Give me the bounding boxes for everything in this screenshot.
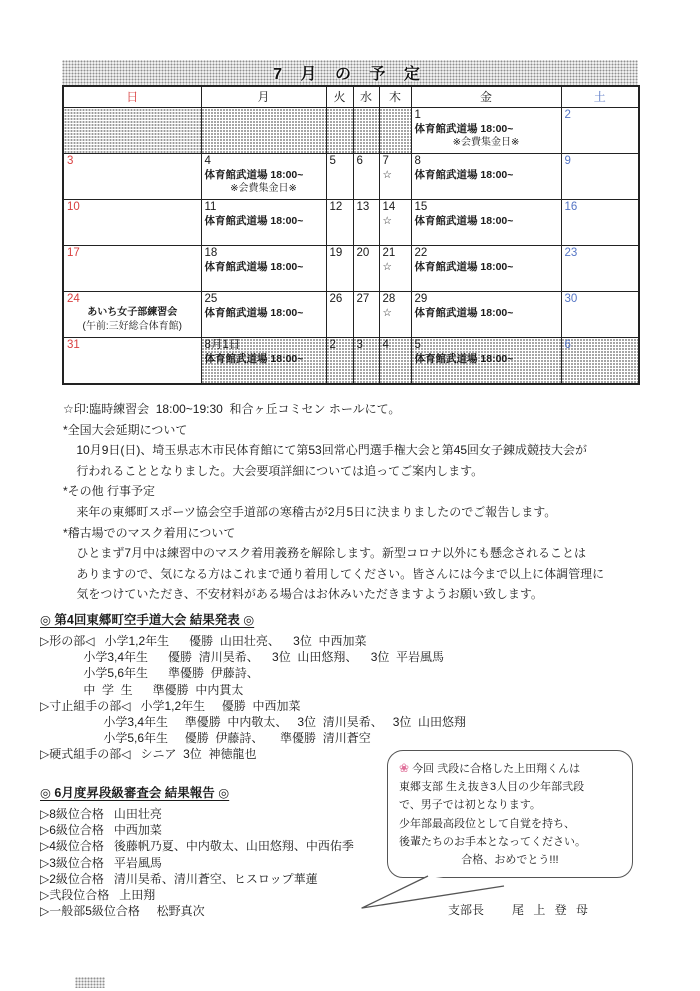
calendar-table (62, 85, 640, 385)
calendar-cell (201, 154, 326, 200)
event-text: 体育館武道場 18:00~ (204, 215, 304, 227)
calendar-title-bar (62, 60, 638, 85)
day-number: 27 (356, 293, 370, 305)
bubble-line: 後輩たちのお手本となってください。 (399, 835, 586, 848)
page-title: 7 月 の 予 定 (273, 66, 427, 83)
result-line: ▷寸止組手の部◁ 小学1,2年生 優勝 中西加菜 (40, 698, 301, 713)
star-mark: ☆ (382, 215, 392, 227)
event-text: 体育館武道場 18:00~ (204, 169, 304, 181)
exam-results-heading: ◎ 6月度昇段級審査会 結果報告 ◎ (40, 786, 230, 800)
note-line: 気をつけていただき、不安材料がある場合はお休みいただきますようお願い致します。 (63, 587, 543, 602)
result-line: ▷2級位合格 清川昊希、清川蒼空、ヒスロップ華蓮 (40, 871, 318, 886)
weekday-thu: 木 (379, 86, 411, 108)
day-number: 5 (414, 339, 421, 351)
flower-icon: ❀ (399, 761, 410, 775)
calendar-cell (379, 154, 411, 200)
event-text: 体育館武道場 18:00~ (414, 215, 514, 227)
day-number: 17 (67, 247, 80, 259)
event-text: 体育館武道場 18:00~ (414, 261, 514, 273)
calendar-cell (353, 200, 379, 246)
day-number: 5 (329, 155, 336, 167)
note-line: *全国大会延期について (63, 422, 188, 437)
calendar-cell (561, 338, 639, 384)
note-line: 行われることとなりました。大会要項詳細については追ってご案内します。 (63, 463, 484, 478)
day-number: 10 (67, 201, 80, 213)
calendar-week-row (63, 200, 639, 246)
weekday-fri: 金 (411, 86, 561, 108)
notes-block (63, 399, 663, 605)
signature-name: 尾 上 登 母 (512, 903, 592, 917)
calendar-cell (326, 154, 353, 200)
result-line: ▷3級位合格 平岩風馬 (40, 855, 162, 870)
bubble-line: 東郷支部 生え抜き3人目の少年部弐段 (399, 781, 585, 794)
day-number: 2 (329, 339, 336, 351)
calendar-cell (353, 338, 379, 384)
calendar-cell (63, 108, 201, 154)
event-text: 体育館武道場 18:00~ (414, 353, 514, 365)
day-number: 4 (204, 155, 211, 167)
event-note: (午前:三好総合体育館) (82, 321, 182, 332)
calendar-week-row (63, 246, 639, 292)
event-text: 体育館武道場 18:00~ (414, 169, 514, 181)
day-number: 18 (204, 247, 218, 259)
day-number: 31 (67, 339, 80, 351)
weekday-mon: 月 (201, 86, 326, 108)
day-number: 1 (414, 109, 421, 121)
bubble-tail (358, 874, 508, 912)
weekday-tue: 火 (326, 86, 353, 108)
result-line: ▷形の部◁ 小学1,2年生 優勝 山田壮亮、 3位 中西加菜 (40, 634, 367, 648)
day-number: 15 (414, 201, 428, 213)
star-mark: ☆ (382, 169, 392, 181)
event-text: あいち女子部練習会 (87, 307, 178, 318)
calendar-cell (561, 200, 639, 246)
note-line: ひとまず7月中は練習中のマスク着用義務を解除します。新型コロナ以外にも懸念されることは (63, 546, 587, 561)
bubble-line: 少年部最高段位として自覚を持ち、 (399, 817, 575, 830)
note-line: ありますので、気になる方はこれまで通り着用してください。皆さんには今まで以上に体調管理に (63, 566, 605, 581)
calendar-week-row (63, 292, 639, 338)
day-number: 8月1日 (204, 339, 241, 351)
bubble-text: 今回 弐段に合格した上田翔くんは (412, 763, 581, 775)
day-number: 21 (382, 247, 396, 259)
event-text: 体育館武道場 18:00~ (204, 353, 304, 365)
weekday-header-row (63, 86, 639, 108)
result-line: 小学5,6年生 優勝 伊藤詩、 準優勝 清川蒼空 (40, 731, 371, 746)
calendar-cell (353, 108, 379, 154)
calendar-cell (63, 200, 201, 246)
halftone-mark (75, 977, 105, 988)
day-number: 28 (382, 293, 396, 305)
star-mark: ☆ (382, 307, 392, 319)
result-line: ▷一般部5級位合格 松野真次 (40, 904, 205, 919)
day-number: 30 (564, 293, 578, 305)
event-text: 体育館武道場 18:00~ (414, 307, 514, 319)
calendar-cell (411, 246, 561, 292)
weekday-wed: 水 (353, 86, 379, 108)
day-number: 29 (414, 293, 428, 305)
result-line: ▷4級位合格 後藤帆乃夏、中内敬太、山田悠翔、中西佑季 (40, 839, 354, 854)
calendar-cell (63, 338, 201, 384)
calendar-cell (353, 154, 379, 200)
tournament-results-section (40, 612, 670, 763)
day-number: 26 (329, 293, 343, 305)
note-line: ☆印:臨時練習会 18:00~19:30 和合ヶ丘コミセン ホールにて。 (63, 402, 401, 416)
day-number: 25 (204, 293, 218, 305)
day-number: 16 (564, 201, 578, 213)
bubble-line (399, 759, 621, 778)
calendar-cell (379, 292, 411, 338)
calendar-cell (411, 108, 561, 154)
calendar-cell (201, 108, 326, 154)
event-text: 体育館武道場 18:00~ (204, 307, 304, 319)
day-number: 14 (382, 201, 396, 213)
calendar-cell (326, 246, 353, 292)
calendar-cell (63, 292, 201, 338)
calendar-cell (353, 246, 379, 292)
day-number: 8 (414, 155, 421, 167)
calendar-week-row (63, 338, 639, 384)
day-number: 6 (564, 339, 571, 351)
calendar-cell (561, 154, 639, 200)
weekday-sun: 日 (63, 86, 201, 108)
calendar-cell (201, 246, 326, 292)
bubble-line: で、男子では初となります。 (399, 799, 541, 812)
day-number: 12 (329, 201, 343, 213)
day-number: 11 (204, 201, 217, 213)
calendar-week-row (63, 154, 639, 200)
day-number: 22 (414, 247, 428, 259)
tournament-results-heading: ◎ 第4回東郷町空手道大会 結果発表 ◎ (40, 613, 255, 627)
calendar-cell (63, 154, 201, 200)
calendar-week-row (63, 108, 639, 154)
day-number: 13 (356, 201, 370, 213)
day-number: 3 (356, 339, 363, 351)
calendar-cell (561, 246, 639, 292)
day-number: 19 (329, 247, 343, 259)
calendar-cell (379, 246, 411, 292)
day-number: 20 (356, 247, 370, 259)
calendar-cell (201, 292, 326, 338)
day-number: 4 (382, 339, 389, 351)
result-line: ▷6級位合格 中西加菜 (40, 823, 162, 838)
result-line: ▷硬式組手の部◁ シニア 3位 神徳龍也 (40, 747, 257, 762)
calendar-cell (326, 338, 353, 384)
event-text: 体育館武道場 18:00~ (414, 123, 514, 135)
day-number: 6 (356, 155, 363, 167)
result-line: ▷8級位合格 山田壮亮 (40, 807, 162, 821)
result-line: 中 学 生 準優勝 中内貫太 (40, 682, 244, 697)
calendar-cell (411, 338, 561, 384)
calendar-cell (379, 108, 411, 154)
calendar-cell (379, 338, 411, 384)
calendar-cell (411, 154, 561, 200)
calendar-cell (411, 200, 561, 246)
star-mark: ☆ (382, 261, 392, 273)
signature-role: 支部長 (448, 903, 485, 917)
day-number: 2 (564, 109, 571, 121)
bubble-line: 合格、おめでとう!!! (461, 854, 559, 867)
day-number: 7 (382, 155, 389, 167)
day-number: 3 (67, 155, 74, 167)
event-note: ※会費集金日※ (452, 137, 520, 148)
result-line: ▷弐段位合格 上田翔 (40, 888, 156, 903)
note-line: 来年の東郷町スポーツ協会空手道部の寒稽古が2月5日に決まりましたのでご報告します。 (63, 504, 557, 519)
result-line: 小学5,6年生 準優勝 伊藤詩、 (40, 666, 259, 681)
event-text: 体育館武道場 18:00~ (204, 261, 304, 273)
day-number: 24 (67, 293, 80, 305)
calendar-cell (561, 108, 639, 154)
calendar-cell (411, 292, 561, 338)
day-number: 9 (564, 155, 571, 167)
calendar-cell (326, 292, 353, 338)
calendar-cell (201, 200, 326, 246)
calendar-cell (353, 292, 379, 338)
note-line: *その他 行事予定 (63, 484, 156, 499)
event-note: ※会費集金日※ (230, 183, 297, 194)
calendar-cell (63, 246, 201, 292)
note-line: 10月9日(日)、埼玉県志木市民体育館にて第53回常心門選手権大会と第45回女子錬成競技大会が (63, 443, 588, 458)
calendar-cell (201, 338, 326, 384)
calendar-cell (561, 292, 639, 338)
calendar-cell (326, 108, 353, 154)
calendar-cell (326, 200, 353, 246)
note-line: *稽古場でのマスク着用について (63, 525, 236, 540)
congratulation-bubble (387, 750, 633, 878)
calendar-cell (379, 200, 411, 246)
result-line: 小学3,4年生 優勝 清川昊希、 3位 山田悠翔、 3位 平岩風馬 (40, 650, 445, 665)
result-line: 小学3,4年生 準優勝 中内敬太、 3位 清川昊希、 3位 山田悠翔 (40, 715, 467, 730)
weekday-sat: 土 (561, 86, 639, 108)
day-number: 23 (564, 247, 578, 259)
